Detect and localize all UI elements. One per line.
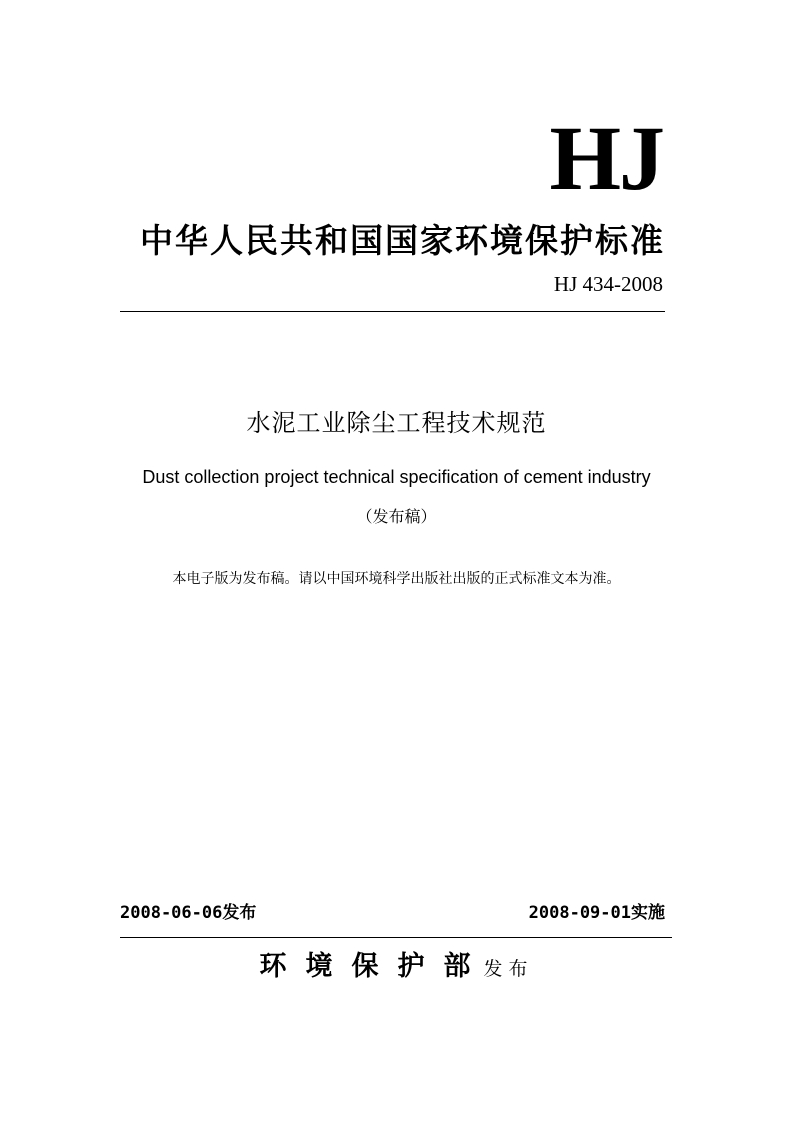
- standard-number: HJ 434-2008: [553, 272, 663, 296]
- publisher-line: [0, 948, 793, 988]
- publisher-name: 环境保护部: [259, 951, 490, 982]
- effective-date: 2008-09-01实施: [528, 903, 665, 923]
- document-title-cn: 水泥工业除尘工程技术规范: [246, 409, 547, 437]
- draft-tag: （发布稿）: [356, 507, 437, 526]
- publish-label: 发布: [483, 958, 534, 980]
- edition-notice: 本电子版为发布稿。请以中国环境科学出版社出版的正式标准文本为准。: [172, 571, 621, 587]
- footer-divider: [120, 937, 672, 938]
- document-title-en: Dust collection project technical specification of cement industry: [142, 467, 651, 487]
- organization-title: 中华人民共和国国家环境保护标准: [140, 221, 665, 260]
- issue-date: 2008-06-06发布: [120, 903, 257, 923]
- header-divider: [120, 311, 665, 312]
- standard-logo: HJ: [549, 107, 663, 209]
